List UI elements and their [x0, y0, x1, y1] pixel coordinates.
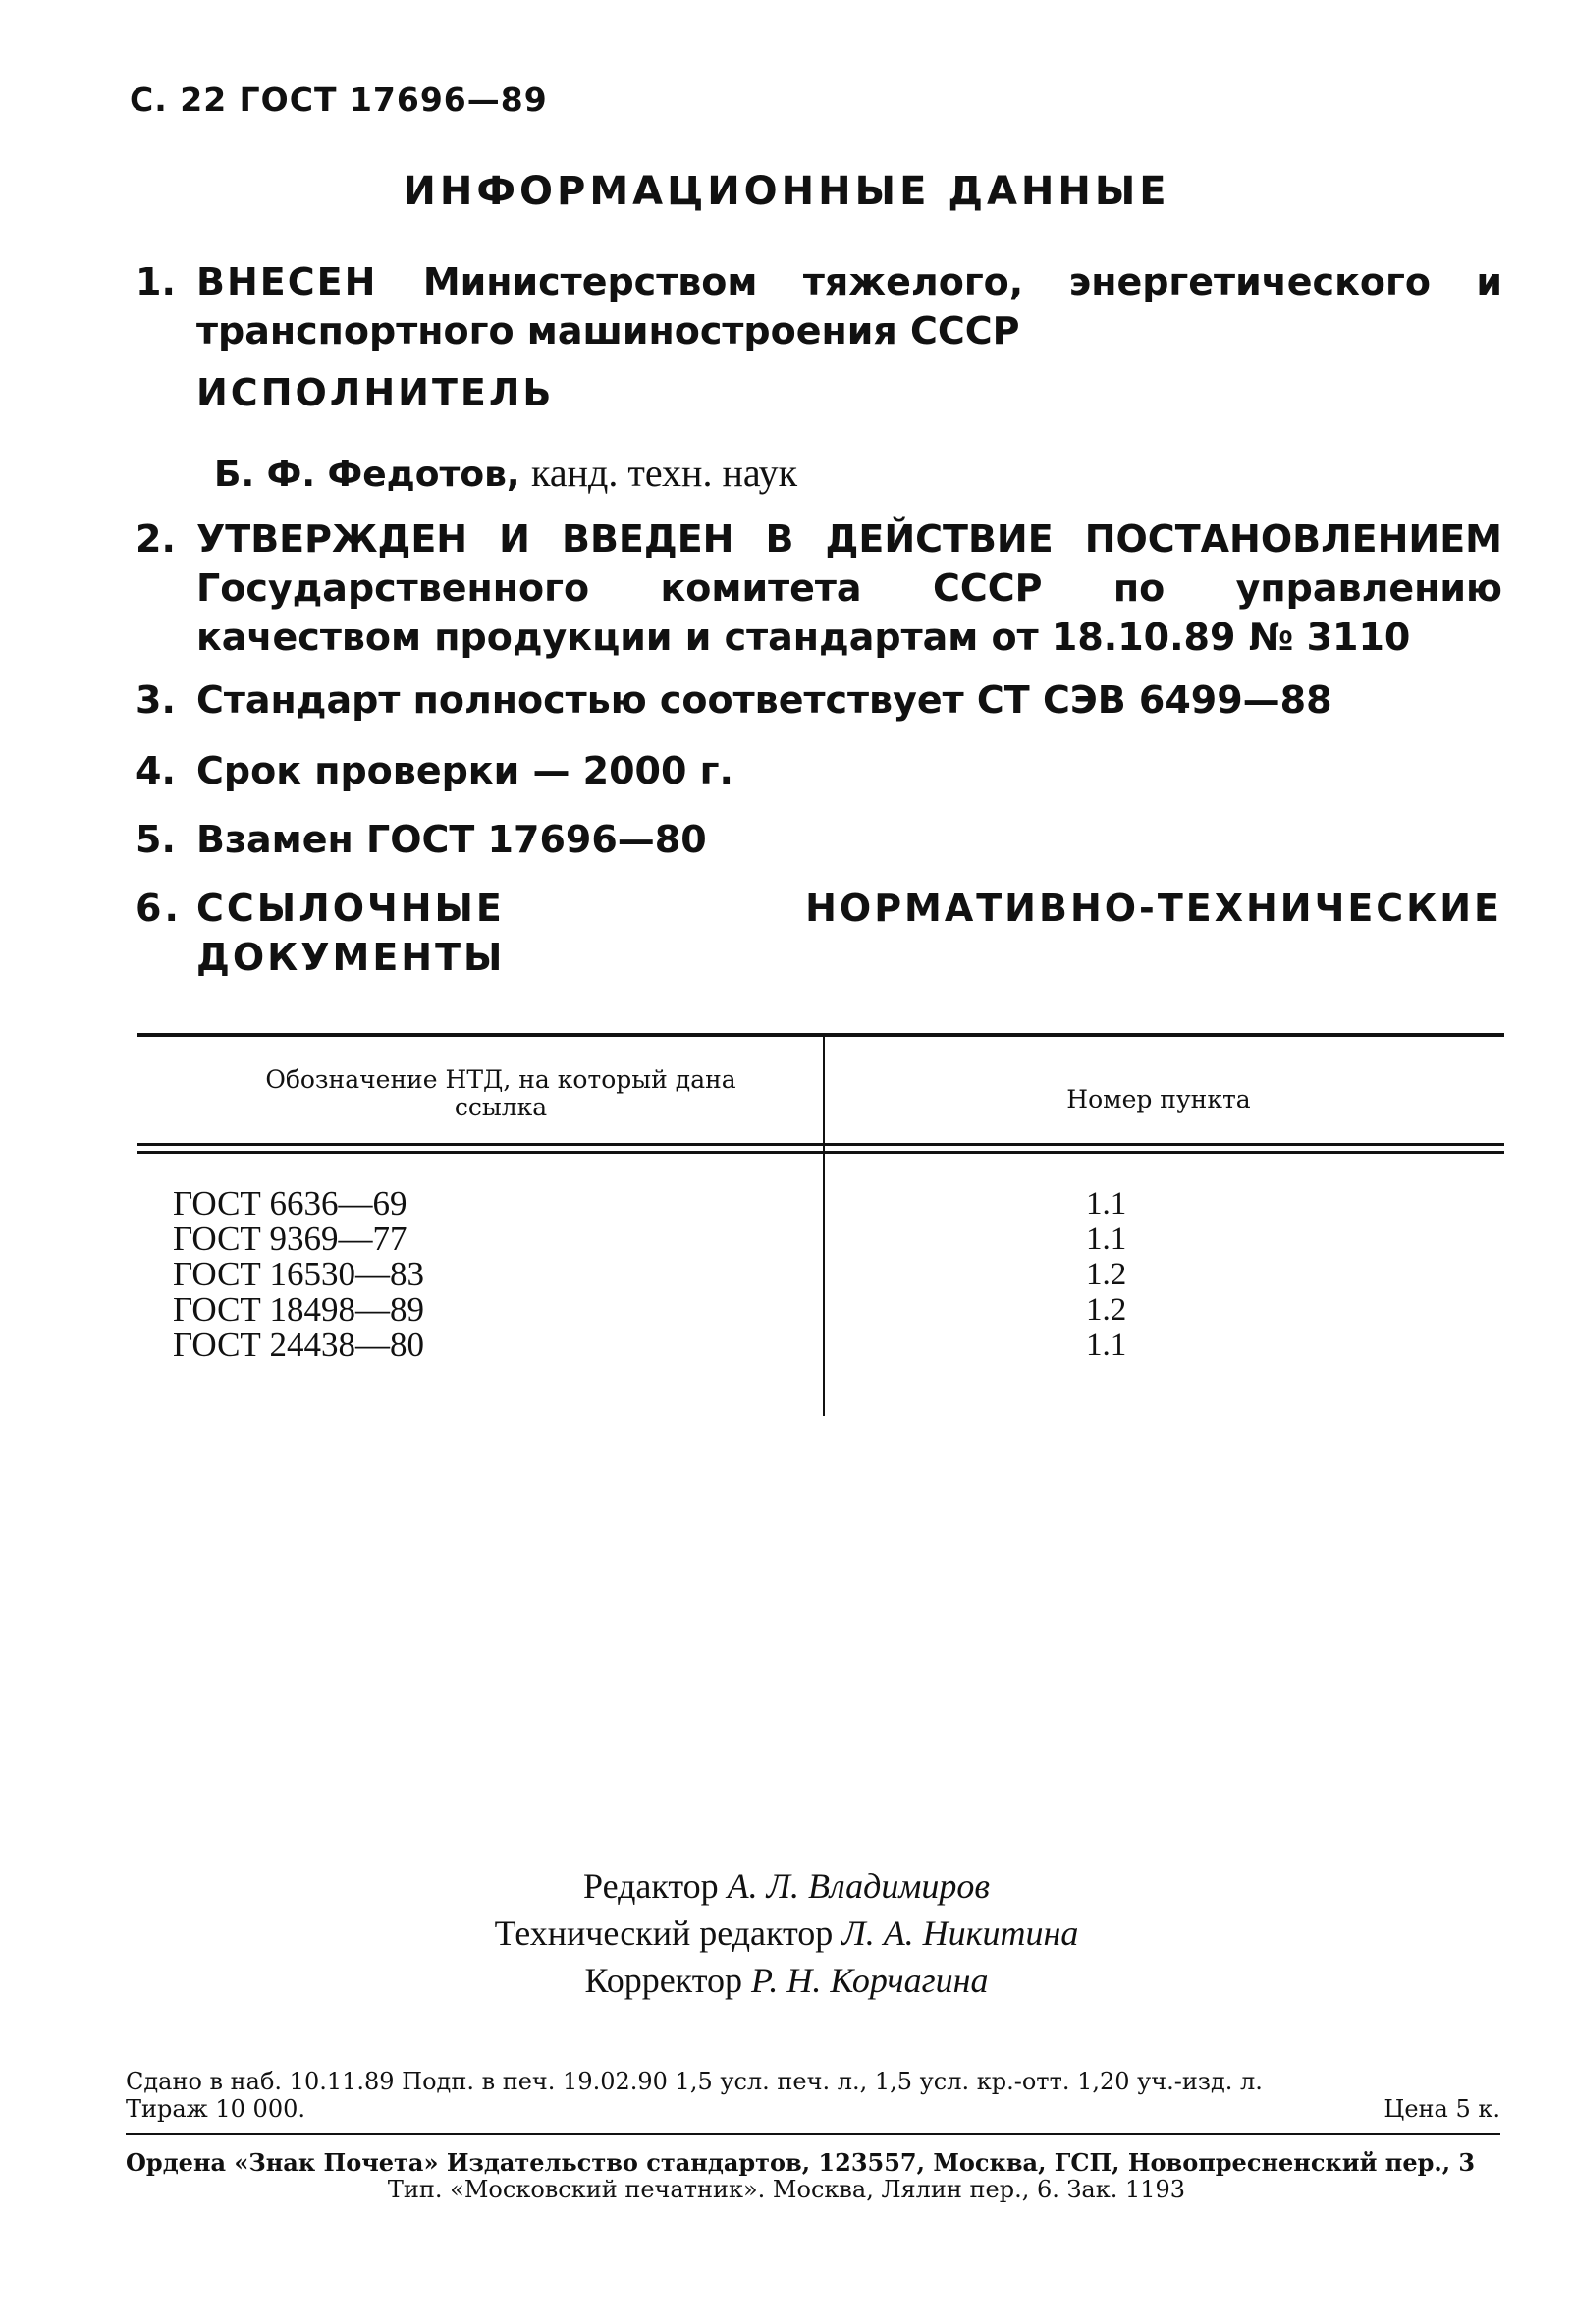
table-cell-point: 1.1 — [1086, 1221, 1127, 1257]
imprint-printer: Тип. «Московский печатник». Москва, Лялин пер., 6. Зак. 1193 — [387, 2176, 1186, 2203]
credit-editor — [0, 1865, 1573, 1907]
executor-label: ИСПОЛНИТЕЛЬ — [196, 371, 555, 414]
item-number: 3. — [136, 678, 176, 722]
imprint-divider — [126, 2133, 1500, 2135]
imprint-line-2 — [126, 2095, 1500, 2123]
imprint-circulation: Тираж 10 000. — [126, 2095, 305, 2123]
item-number: 4. — [136, 749, 176, 792]
item-number: 1. — [136, 260, 176, 303]
table-cell-doc: ГОСТ 16530—83 — [173, 1255, 425, 1293]
document-title: ИНФОРМАЦИОННЫЕ ДАННЫЕ — [403, 169, 1170, 214]
item-number: 6. — [136, 887, 182, 930]
table-cell-point: 1.1 — [1086, 1327, 1127, 1363]
item-text: Срок проверки — 2000 г. — [196, 749, 733, 792]
table-header-point: Номер пункта — [1066, 1085, 1251, 1113]
table-column-divider — [823, 1037, 825, 1416]
item-text: Взамен ГОСТ 17696—80 — [196, 818, 707, 861]
credit-tech-editor — [0, 1913, 1573, 1954]
table-cell-point: 1.1 — [1086, 1186, 1127, 1221]
table-cell-doc: ГОСТ 24438—80 — [173, 1325, 425, 1364]
info-item-5 — [136, 815, 1502, 864]
table-top-rule — [137, 1033, 1504, 1037]
credit-corrector — [0, 1960, 1573, 2001]
info-item-1 — [136, 257, 1502, 355]
table-cell-point: 1.2 — [1086, 1292, 1127, 1327]
table-header-rule-1 — [137, 1143, 1504, 1146]
imprint-price: Цена 5 к. — [1383, 2095, 1500, 2123]
executor-person: Б. Ф. Федотов, — [214, 455, 520, 495]
item-number: 2. — [136, 517, 176, 561]
imprint-line-1: Сдано в наб. 10.11.89 Подп. в печ. 19.02.90 1,5 усл. печ. л., 1,5 усл. кр.-отт. 1,20 уч.-изд. л. — [126, 2068, 1263, 2095]
table-header-designation: Обозначение НТД, на который дана ссылка — [265, 1065, 736, 1121]
table-cell-doc: ГОСТ 6636—69 — [173, 1184, 407, 1222]
item-text: УТВЕРЖДЕН И ВВЕДЕН В ДЕЙСТВИЕ ПОСТАНОВЛЕНИЕМ Государственного комитета СССР по управлению качеством продукции и стандартам от 18.10.89 № 3110 — [196, 517, 1502, 659]
credit-name: Р. Н. Корчагина — [750, 1961, 989, 2000]
table-cell-doc: ГОСТ 18498—89 — [173, 1290, 425, 1328]
table-cell-point: 1.2 — [1086, 1257, 1127, 1292]
item-text: Стандарт полностью соответствует СТ СЭВ 6499—88 — [196, 678, 1332, 722]
info-item-6 — [136, 884, 1502, 982]
item-text: ССЫЛОЧНЫЕ НОРМАТИВНО-ТЕХНИЧЕСКИЕ ДОКУМЕНТЫ — [196, 887, 1502, 979]
info-item-4 — [136, 746, 1502, 795]
credit-name: А. Л. Владимиров — [727, 1866, 990, 1906]
table-column-designation — [173, 1186, 424, 1363]
credit-label: Технический редактор — [494, 1914, 834, 1953]
executor-degree: канд. техн. наук — [531, 451, 798, 495]
table-cell-doc: ГОСТ 9369—77 — [173, 1219, 407, 1258]
item-text: Министерством тяжелого, энергетического и транспортного машиностроения СССР — [196, 260, 1503, 352]
item-lead: ВНЕСЕН — [196, 260, 378, 303]
page-header: С. 22 ГОСТ 17696—89 — [130, 81, 548, 119]
credit-label: Корректор — [584, 1961, 742, 2000]
item-number: 5. — [136, 818, 176, 861]
imprint-publisher: Ордена «Знак Почета» Издательство стандартов, 123557, Москва, ГСП, Новопресненский пер., 3 — [126, 2148, 1476, 2177]
info-item-2 — [136, 514, 1502, 662]
credit-name: Л. А. Никитина — [841, 1914, 1079, 1953]
executor-name — [214, 450, 797, 496]
table-column-point — [1086, 1186, 1126, 1363]
credit-label: Редактор — [583, 1866, 719, 1906]
table-header-rule-2 — [137, 1151, 1504, 1154]
info-item-3 — [136, 676, 1502, 725]
